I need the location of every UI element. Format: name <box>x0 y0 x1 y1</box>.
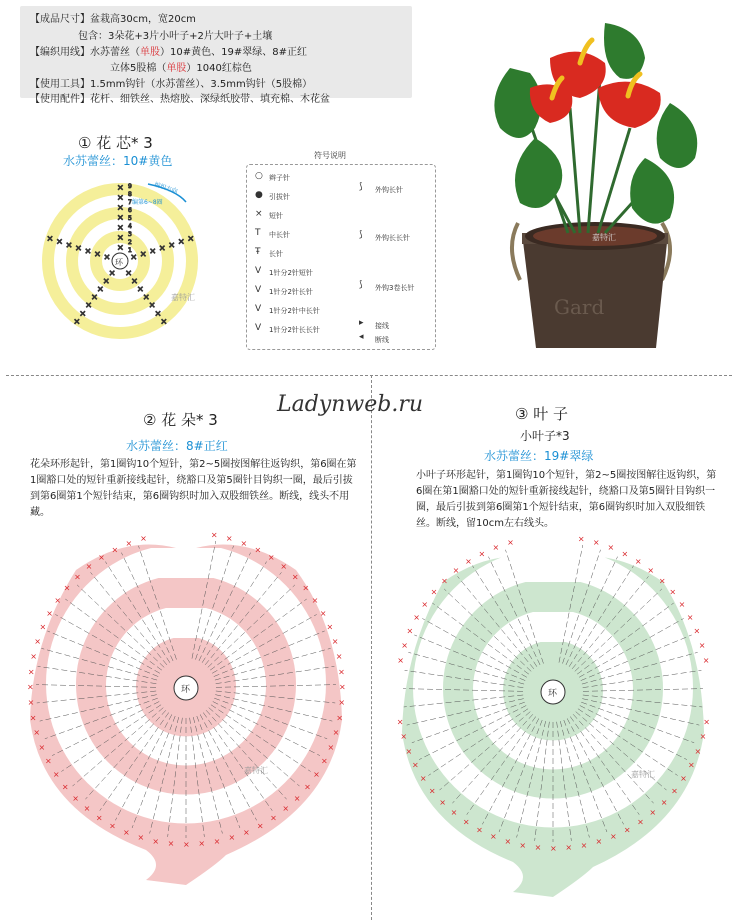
stitch-x: × <box>694 746 702 756</box>
stitch-x: × <box>550 844 557 853</box>
legend-label: 1针分2针长长针 <box>269 326 320 334</box>
section3-subtitle: 小叶子*3 <box>520 429 570 443</box>
svg-text:Gard: Gard <box>554 295 605 319</box>
stitch-x: × <box>688 760 695 770</box>
stitch-x: × <box>27 698 35 708</box>
stitch-x: × <box>428 786 436 796</box>
stitch-x: × <box>117 193 124 202</box>
double-crochet-icon: Ŧ <box>255 247 261 257</box>
stitch-x: × <box>84 246 92 256</box>
stitch-x: × <box>335 652 343 662</box>
stitch-x: × <box>492 542 500 552</box>
legend-label: 中长针 <box>269 231 290 239</box>
center-ring-label: 环 <box>548 689 558 699</box>
legend-label: 外钩长针 <box>375 186 403 194</box>
stitch-x: × <box>228 833 236 843</box>
stitch-x: × <box>302 583 310 593</box>
svg-text:嘉特汇: 嘉特汇 <box>631 770 655 779</box>
stitch-x: × <box>152 836 160 846</box>
row-number: 2 <box>128 239 132 246</box>
section1-yarn: 水苏蕾丝：10#黄色 <box>63 154 173 168</box>
stitch-x: × <box>225 534 233 544</box>
stitch-x: × <box>267 553 275 563</box>
stitch-x: × <box>405 746 413 756</box>
svg-text:编第6~8圈: 编第6~8圈 <box>132 199 163 206</box>
stitch-x: × <box>136 284 144 294</box>
stitch-x: × <box>280 562 288 572</box>
stitch-x: × <box>85 562 93 572</box>
row-number: 8 <box>128 191 132 198</box>
tr-increase-icon: V <box>255 323 262 333</box>
stitch-x: × <box>669 587 677 597</box>
front-post-tr-icon: ⟆ <box>359 230 363 240</box>
stitch-x: × <box>95 813 103 823</box>
svg-text:编织方向: 编织方向 <box>153 181 179 196</box>
stitch-x: × <box>75 243 82 253</box>
front-post-dc-icon: ⟆ <box>359 182 363 192</box>
stitch-x: × <box>149 246 157 256</box>
row-number: 9 <box>128 183 132 190</box>
stitch-x: × <box>400 732 408 742</box>
stitch-x: × <box>313 769 320 779</box>
stitch-x: × <box>421 599 429 609</box>
stitch-x: × <box>52 769 60 779</box>
stitch-x: × <box>331 637 339 647</box>
stitch-x: × <box>187 234 195 244</box>
stitch-x: × <box>411 760 419 770</box>
stitch-x: × <box>462 817 470 827</box>
stitch-x: × <box>213 836 221 846</box>
stitch-x: × <box>319 608 327 618</box>
stitch-x: × <box>29 713 37 723</box>
front-post-dtr-icon: ⟆ <box>359 280 363 290</box>
stitch-x: × <box>703 717 710 727</box>
stitch-x: × <box>183 840 190 849</box>
legend-label: 外钩3卷长针 <box>375 284 415 292</box>
stitch-x: × <box>125 268 132 278</box>
stitch-x: × <box>304 782 311 792</box>
legend-label: 短针 <box>269 212 283 220</box>
stitch-x: × <box>122 827 130 837</box>
stitch-x: × <box>131 276 138 286</box>
stitch-x: × <box>139 249 147 259</box>
chain-icon: ○ <box>255 171 263 181</box>
stitch-x: × <box>634 557 642 567</box>
stitch-x: × <box>610 831 617 841</box>
hdc-increase-icon: V <box>255 304 262 314</box>
stitch-x: × <box>623 825 631 835</box>
stitch-x: × <box>63 583 71 593</box>
stitch-x: × <box>327 742 335 752</box>
stitch-x: × <box>125 538 133 548</box>
stitch-x: × <box>54 595 62 605</box>
stitch-x: × <box>660 797 668 807</box>
stitch-x: × <box>565 843 573 853</box>
stitch-x: × <box>73 316 81 326</box>
stitch-x: × <box>326 622 334 632</box>
legend-label: 1针分2针长针 <box>269 288 313 296</box>
stitch-x: × <box>240 538 248 548</box>
stitch-x: × <box>621 549 629 559</box>
stitch-x: × <box>168 240 176 250</box>
stitch-x: × <box>140 534 147 544</box>
stitch-x: × <box>534 843 542 853</box>
stitch-x: × <box>148 300 156 310</box>
stitch-x: × <box>142 292 150 302</box>
stitch-x: × <box>210 530 218 540</box>
stitch-x: × <box>243 827 250 837</box>
stitch-x: × <box>98 553 105 563</box>
stitch-x: × <box>117 233 124 242</box>
stitch-x: × <box>91 292 98 302</box>
stitch-x: × <box>465 557 472 567</box>
stitch-x: × <box>519 840 527 850</box>
stitch-x: × <box>592 538 600 548</box>
stitch-x: × <box>111 545 119 555</box>
stitch-x: × <box>198 839 206 849</box>
stitch-x: × <box>693 626 701 636</box>
row-number: 6 <box>128 207 132 214</box>
stitch-x: × <box>72 793 79 803</box>
stitch-x: × <box>507 538 514 548</box>
vertical-divider <box>371 375 372 920</box>
stitch-x: × <box>282 804 290 814</box>
stitch-x: × <box>130 252 138 262</box>
svg-text:嘉特汇: 嘉特汇 <box>592 233 616 242</box>
stitch-x: × <box>489 831 497 841</box>
watermark: Ladynweb.ru <box>277 392 424 417</box>
legend-label: 辫子针 <box>269 174 290 182</box>
stitch-x: × <box>158 243 166 253</box>
stitch-x: × <box>698 641 706 651</box>
stitch-x: × <box>678 599 686 609</box>
row-number: 1 <box>128 247 132 254</box>
stitch-x: × <box>441 576 448 586</box>
stitch-x: × <box>85 300 92 310</box>
dc-increase-icon: V <box>255 285 262 295</box>
stitch-x: × <box>46 234 54 244</box>
legend-label: 接线 <box>375 322 389 330</box>
stitch-x: × <box>160 316 168 326</box>
stitch-x: × <box>39 622 47 632</box>
stitch-x: × <box>38 742 46 752</box>
stitch-x: × <box>109 821 116 831</box>
stitch-x: × <box>177 237 185 247</box>
section2-description: 花朵环形起针，第1圈钩10个短针，第2~5圈按图解往返钩织，第6圈在第1圈豁口处的短针重新接线起针，绕豁口及第5圈针目钩织一圈，最后引拔到第6圈第1个短针结束，第6圈钩织时加入双股细铁丝。断线，线头不用藏。 <box>30 459 357 518</box>
row-number: 4 <box>128 223 132 230</box>
legend-label: 1针分2针中长针 <box>269 307 320 315</box>
stitch-x: × <box>321 756 328 766</box>
stitch-x: × <box>439 797 446 807</box>
stitch-x: × <box>637 817 644 827</box>
stitch-x: × <box>74 572 81 582</box>
stitch-x: × <box>649 808 657 818</box>
stitch-x: × <box>580 840 588 850</box>
stitch-x: × <box>338 698 346 708</box>
flower-petal-chart <box>22 530 350 896</box>
stitch-x: × <box>33 728 41 738</box>
spec-box <box>20 6 412 105</box>
stitch-x: × <box>56 237 63 247</box>
stitch-x: × <box>94 249 101 259</box>
stitch-x: × <box>332 728 340 738</box>
stitch-x: × <box>658 576 666 586</box>
stitch-x: × <box>44 756 52 766</box>
stitch-x: × <box>117 183 124 192</box>
symbol-legend <box>246 164 436 350</box>
half-double-crochet-icon: T <box>255 228 261 238</box>
stitch-x: × <box>27 667 35 677</box>
stitch-x: × <box>311 595 319 605</box>
section2-title: ② 花 朵* 3 <box>143 411 218 429</box>
stitch-x: × <box>103 252 111 262</box>
stitch-x: × <box>117 213 124 222</box>
stitch-x: × <box>702 656 710 666</box>
spec-yarn: 【编织用线】水苏蕾丝（单股）10#黄色、19#翠绿、8#正红 <box>30 47 307 58</box>
stitch-x: × <box>406 626 414 636</box>
row-number: 7 <box>128 199 132 206</box>
spec-includes: 包含：3朵花+3片小叶子+2片大叶子+土壤 <box>78 31 273 42</box>
row-number: 3 <box>128 231 132 238</box>
legend-title: 符号说明 <box>314 151 346 160</box>
stitch-x: × <box>256 821 264 831</box>
stitch-x: × <box>154 308 162 318</box>
legend-label: 长针 <box>269 250 283 258</box>
stitch-x: × <box>34 637 41 647</box>
stitch-x: × <box>270 813 277 823</box>
stitch-x: × <box>397 656 405 666</box>
center-ring-label: 环 <box>181 685 191 695</box>
join-yarn-icon: ▸ <box>359 318 364 328</box>
stitch-x: × <box>338 682 346 692</box>
section3-yarn: 水苏蕾丝：19#翠绿 <box>484 449 594 463</box>
legend-label: 外钩长长针 <box>375 234 410 242</box>
stitch-x: × <box>396 717 404 727</box>
stitch-x: × <box>699 732 707 742</box>
stitch-x: × <box>413 612 420 622</box>
stitch-x: × <box>452 566 460 576</box>
stitch-x: × <box>419 773 427 783</box>
stitch-x: × <box>117 203 124 212</box>
stitch-x: × <box>102 276 110 286</box>
fasten-off-icon: ◂ <box>359 332 364 342</box>
stitch-x: × <box>401 641 408 651</box>
section1-title: ① 花 芯* 3 <box>78 134 153 152</box>
stitch-x: × <box>293 793 301 803</box>
stitch-x: × <box>338 667 345 677</box>
stitch-x: × <box>97 284 104 294</box>
stitch-x: × <box>577 534 585 544</box>
row-number: 5 <box>128 215 132 222</box>
stitch-x: × <box>79 308 87 318</box>
stitch-x: × <box>30 652 38 662</box>
slip-stitch-icon: ● <box>255 190 263 200</box>
stitch-x: × <box>595 837 603 847</box>
anthurium-plant-photo <box>480 18 710 353</box>
stitch-x: × <box>450 808 458 818</box>
legend-label: 引拔针 <box>269 193 290 201</box>
stitch-x: × <box>117 223 124 232</box>
flower-center-chart <box>36 172 204 342</box>
stitch-x: × <box>476 825 483 835</box>
stitch-x: × <box>108 268 116 278</box>
stitch-x: × <box>137 833 145 843</box>
stitch-x: × <box>680 773 687 783</box>
stitch-x: × <box>291 572 299 582</box>
svg-text:嘉特汇: 嘉特汇 <box>171 293 195 302</box>
section2-yarn: 水苏蕾丝：8#正红 <box>126 439 228 453</box>
stitch-x: × <box>46 608 53 618</box>
section3-title: ③ 叶 子 <box>515 405 568 423</box>
single-crochet-icon: × <box>255 209 263 219</box>
stitch-x: × <box>647 566 655 576</box>
horizontal-divider <box>6 375 732 376</box>
stitch-x: × <box>504 837 512 847</box>
section3-description: 小叶子环形起针，第1圈钩10个短针，第2~5圈按图解往返钩织，第6圈在第1圈豁口处的短针重新接线起针，绕豁口及第5圈针目钩织一圈，最后引拔到第6圈第1个短针结束，第6圈钩织时加入双股细铁丝。断线，留10cm左右线头。 <box>416 470 717 529</box>
svg-text:嘉特汇: 嘉特汇 <box>244 766 268 775</box>
stitch-x: × <box>83 804 91 814</box>
stitch-x: × <box>27 682 34 692</box>
stitch-x: × <box>430 587 438 597</box>
stitch-x: × <box>686 612 694 622</box>
center-ring-label: 环 <box>115 258 123 267</box>
spec-size: 【成品尺寸】盆栽高30cm，宽20cm <box>30 14 196 25</box>
stitch-x: × <box>61 782 69 792</box>
stitch-x: × <box>336 713 343 723</box>
sc-increase-icon: V <box>255 266 262 276</box>
legend-label: 断线 <box>375 336 389 344</box>
spec-yarn2: 立体5股棉（单股）1040红棕色 <box>110 63 252 74</box>
stitch-x: × <box>254 545 262 555</box>
stitch-x: × <box>117 243 124 252</box>
stitch-x: × <box>167 839 175 849</box>
spec-tools: 【使用工具】1.5mm钩针（水苏蕾丝）、3.5mm钩针（5股棉） <box>30 79 313 90</box>
spec-parts: 【使用配件】花杆、细铁丝、热熔胶、深绿纸胶带、填充棉、木花盆 <box>30 94 330 105</box>
stitch-x: × <box>65 240 73 250</box>
leaf-chart <box>394 534 712 900</box>
stitch-x: × <box>478 549 486 559</box>
legend-label: 1针分2针短针 <box>269 269 313 277</box>
stitch-x: × <box>607 542 615 552</box>
stitch-x: × <box>671 786 678 796</box>
